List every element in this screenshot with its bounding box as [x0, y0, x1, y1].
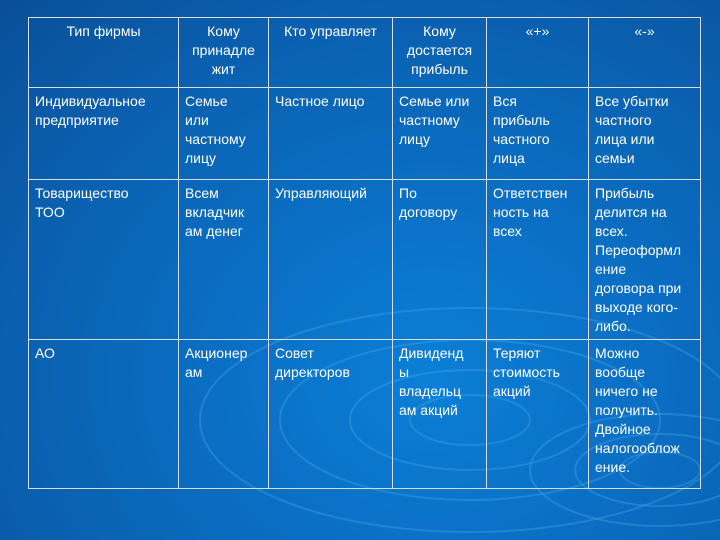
header-cell: Кому достается прибыль [393, 18, 487, 88]
table-row [29, 340, 701, 489]
table-cell: Все убытки частного лица или семьи [589, 88, 701, 180]
table-cell: По договору [393, 180, 487, 340]
table-cell: Ответствен ность на всех [487, 180, 589, 340]
table-cell: Совет директоров [269, 340, 393, 489]
table-cell: Теряют стоимость акций [487, 340, 589, 489]
table-row [29, 180, 701, 340]
header-cell: Кому принадле жит [179, 18, 269, 88]
header-cell: «+» [487, 18, 589, 88]
table-cell: Акционер ам [179, 340, 269, 489]
table-cell: Товарищество ТОО [29, 180, 179, 340]
table-header-row [29, 18, 701, 88]
table-cell: Управляющий [269, 180, 393, 340]
table-cell: Прибыль делится на всех. Переоформл ение договора при выходе кого- либо. [589, 180, 701, 340]
header-cell: Тип фирмы [29, 18, 179, 88]
header-cell: Кто управляет [269, 18, 393, 88]
table-cell: Всем вкладчик ам денег [179, 180, 269, 340]
table-cell: Вся прибыль частного лица [487, 88, 589, 180]
table-cell: Семье или частному лицу [393, 88, 487, 180]
header-cell: «-» [589, 18, 701, 88]
table-cell: Индивидуальное предприятие [29, 88, 179, 180]
table-cell: Дивиденд ы владельц ам акций [393, 340, 487, 489]
firm-types-table [28, 17, 701, 489]
table-cell: Частное лицо [269, 88, 393, 180]
table-cell: АО [29, 340, 179, 489]
table-cell: Можно вообще ничего не получить. Двойное налогооблож ение. [589, 340, 701, 489]
table-cell: Семье или частному лицу [179, 88, 269, 180]
table-row [29, 88, 701, 180]
